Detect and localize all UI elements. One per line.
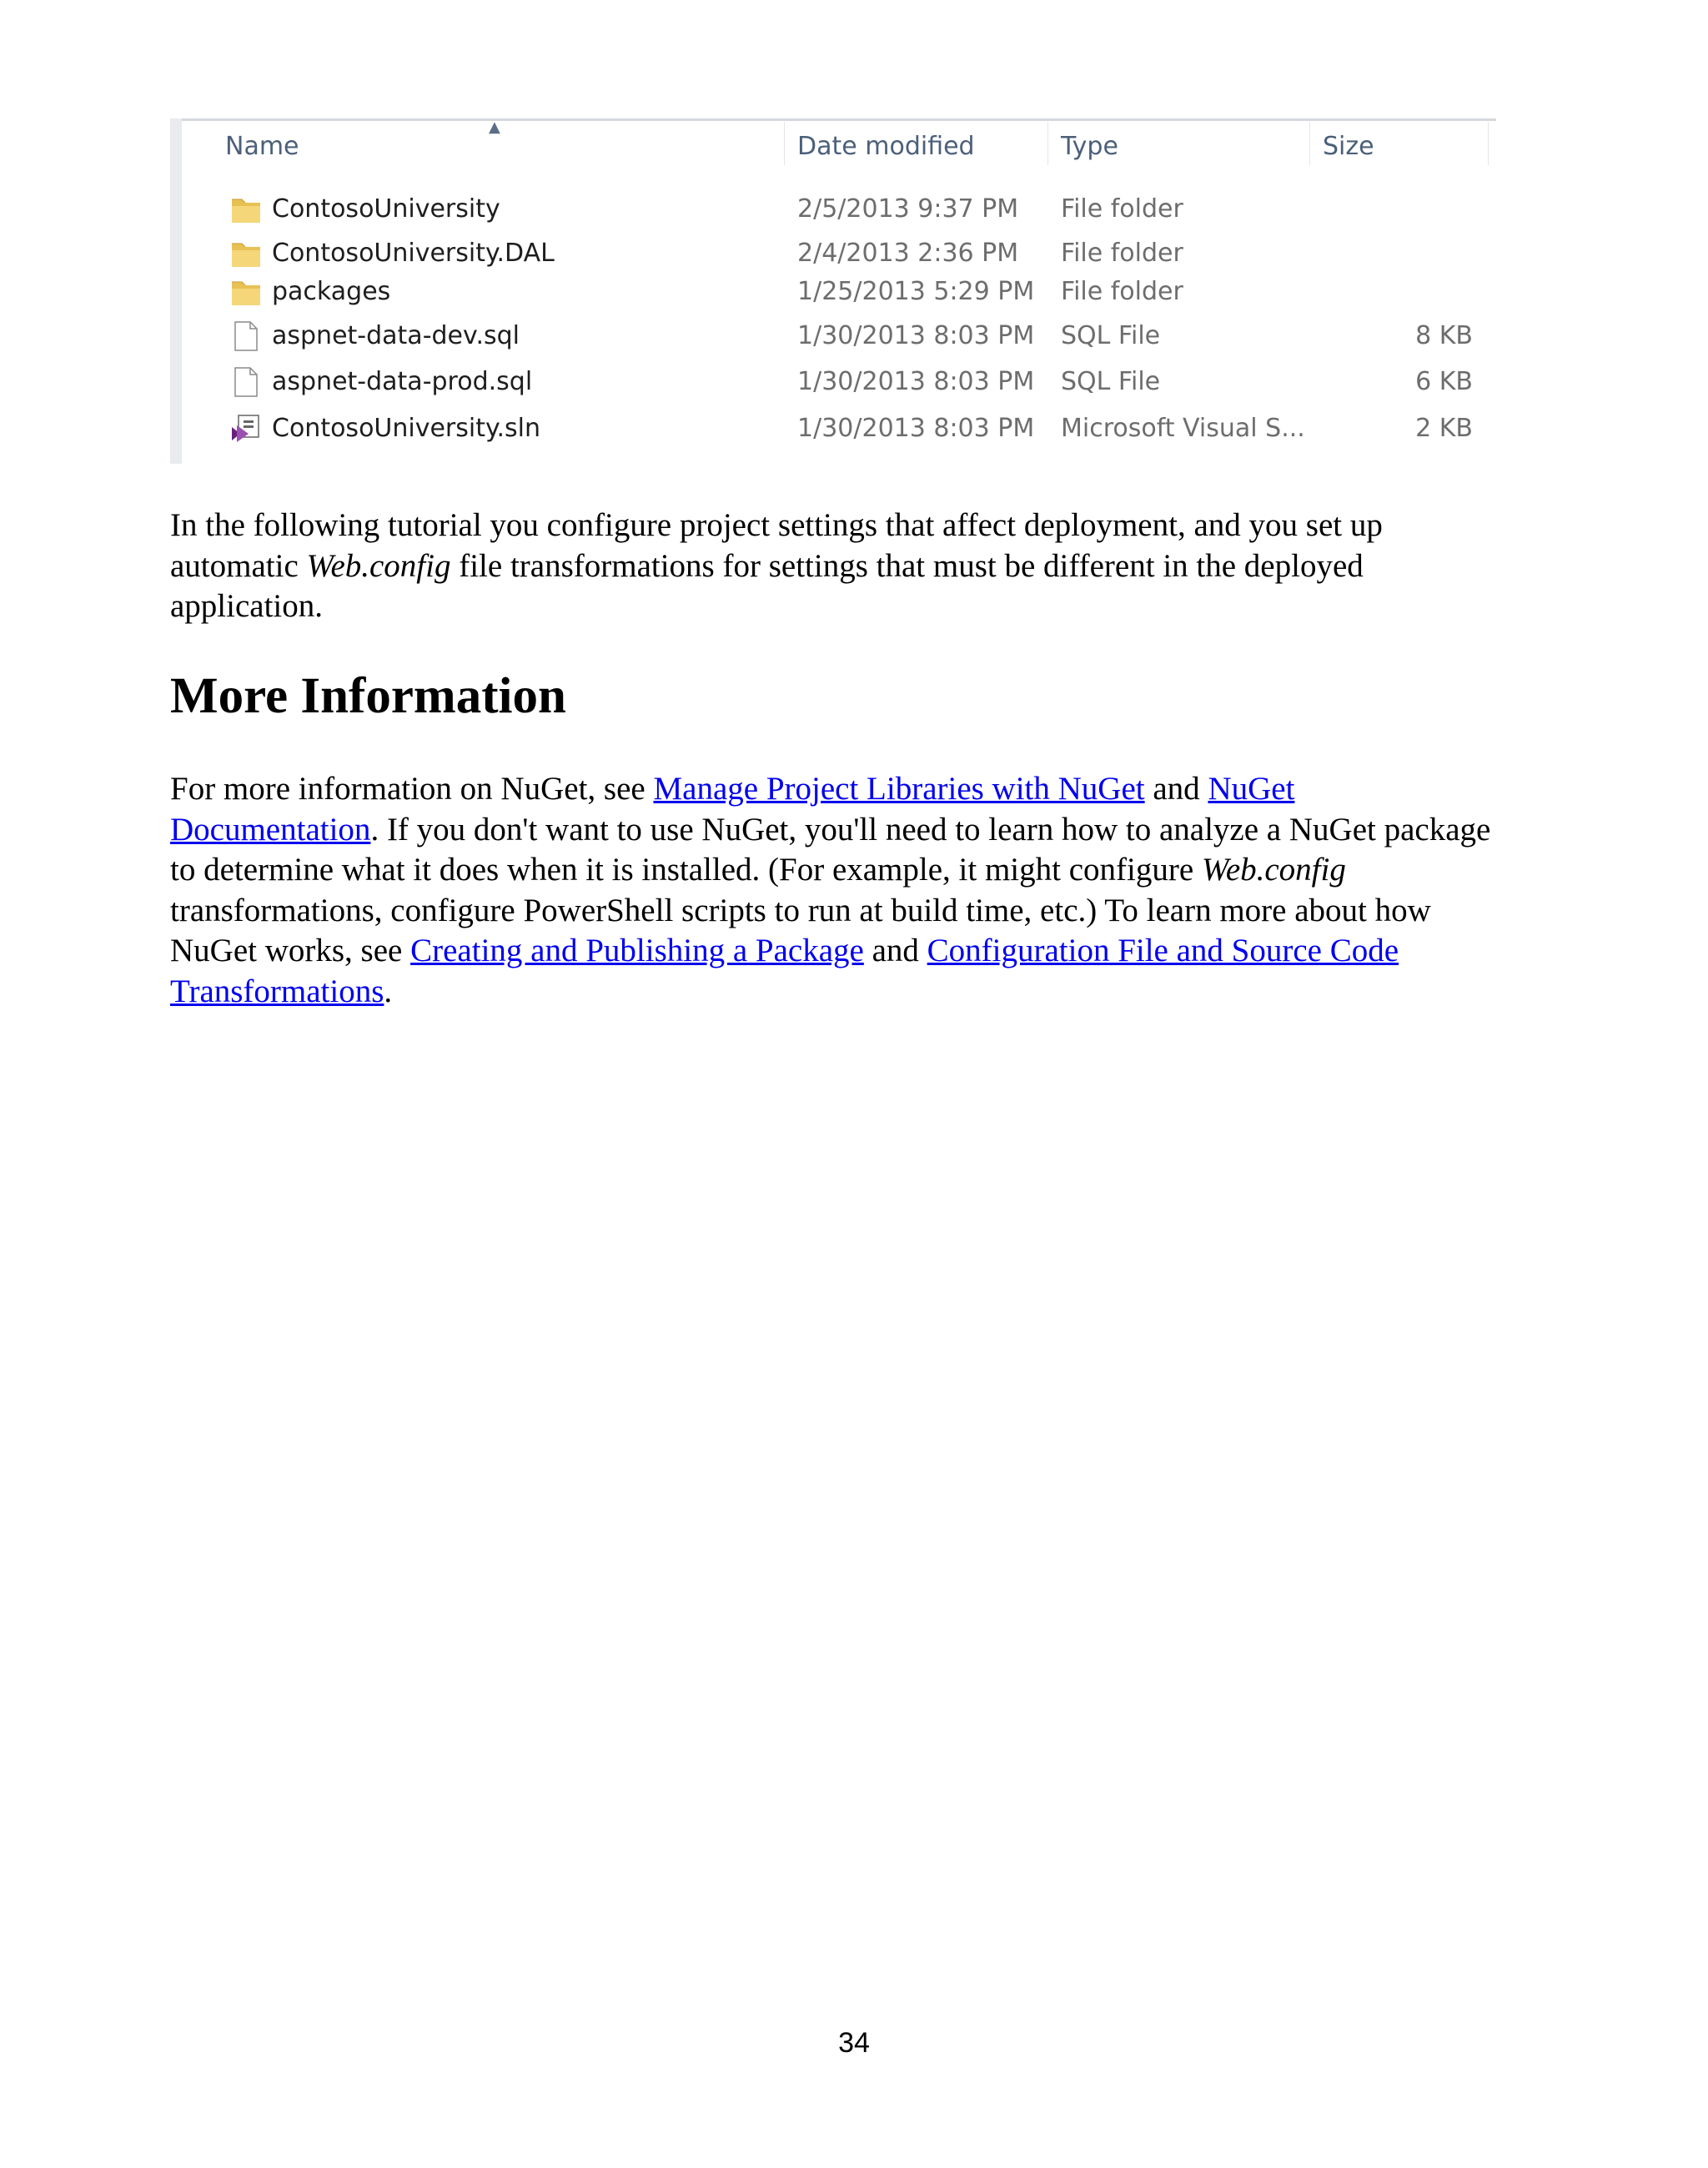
file-size: 8 KB	[1415, 321, 1473, 350]
link-nuget-documentation[interactable]: NuGet Documentation	[170, 771, 1295, 848]
page-number: 34	[838, 2027, 870, 2059]
column-divider[interactable]	[784, 122, 785, 165]
paragraph-tutorial-intro	[170, 506, 1505, 627]
text-run: and	[1144, 771, 1208, 807]
file-explorer-screenshot	[170, 118, 1496, 464]
file-icon	[230, 321, 262, 351]
italic-filename: Web.config	[306, 547, 451, 584]
file-name: ContosoUniversity.DAL	[272, 239, 555, 268]
paragraph-more-information	[170, 769, 1505, 1012]
column-divider[interactable]	[1488, 122, 1489, 165]
section-heading: More Information	[170, 668, 566, 724]
sort-ascending-icon: ▲	[489, 118, 500, 136]
file-date-modified: 1/30/2013 8:03 PM	[797, 321, 1035, 350]
column-divider[interactable]	[1047, 122, 1048, 165]
italic-filename: Web.config	[1201, 852, 1346, 888]
file-date-modified: 1/30/2013 8:03 PM	[797, 414, 1035, 443]
file-name: aspnet-data-prod.sql	[272, 367, 533, 396]
folder-icon	[230, 239, 262, 269]
file-date-modified: 2/4/2013 2:36 PM	[797, 239, 1019, 268]
column-header-name[interactable]: Name	[225, 132, 299, 161]
text-run: For more information on NuGet, see	[170, 771, 654, 807]
file-type: SQL File	[1061, 321, 1161, 350]
visual-studio-solution-icon	[230, 414, 262, 444]
file-type: File folder	[1061, 277, 1183, 306]
text-run: In the following tutorial you configure project settings that affect deployment, and you set up automatic	[170, 507, 1383, 584]
file-type: File folder	[1061, 194, 1183, 224]
file-type: File folder	[1061, 239, 1183, 268]
text-run: . If you don't want to use NuGet, you'll need to learn how to analyze a NuGet package to determine what it does when it is installed. (For example, it might configure	[170, 811, 1491, 888]
file-name: ContosoUniversity.sln	[272, 414, 540, 443]
file-row[interactable]	[170, 193, 1496, 226]
header-top-border	[170, 118, 1496, 121]
column-header-size[interactable]: Size	[1323, 132, 1374, 161]
link-configuration-transformations[interactable]: Configuration File and Source Code Transformations	[170, 933, 1399, 1009]
file-type: Microsoft Visual S...	[1061, 414, 1305, 443]
column-divider[interactable]	[1309, 122, 1310, 165]
column-header-type[interactable]: Type	[1061, 132, 1118, 161]
file-size: 2 KB	[1415, 414, 1473, 443]
file-name: aspnet-data-dev.sql	[272, 321, 520, 350]
text-run: and	[863, 933, 927, 968]
file-row[interactable]	[170, 365, 1496, 399]
file-date-modified: 1/30/2013 8:03 PM	[797, 367, 1035, 396]
file-date-modified: 1/25/2013 5:29 PM	[797, 277, 1035, 306]
file-name: ContosoUniversity	[272, 194, 500, 224]
text-run: transformations, configure PowerShell scripts to run at build time, etc.) To learn more about how NuGet works, see	[170, 892, 1431, 968]
folder-icon	[230, 277, 262, 307]
file-row[interactable]	[170, 275, 1496, 309]
file-name: packages	[272, 277, 391, 306]
folder-icon	[230, 194, 262, 224]
file-row[interactable]	[170, 412, 1496, 445]
link-creating-publishing-package[interactable]: Creating and Publishing a Package	[410, 933, 864, 968]
column-header-date-modified[interactable]: Date modified	[797, 132, 975, 161]
file-size: 6 KB	[1415, 367, 1473, 396]
file-icon	[230, 367, 262, 397]
file-row[interactable]	[170, 319, 1496, 353]
text-run: .	[384, 973, 393, 1009]
file-date-modified: 2/5/2013 9:37 PM	[797, 194, 1019, 224]
file-type: SQL File	[1061, 367, 1161, 396]
file-row[interactable]	[170, 237, 1496, 270]
text-run: file transformations for settings that must be different in the deployed application.	[170, 547, 1364, 624]
link-manage-project-libraries[interactable]: Manage Project Libraries with NuGet	[653, 771, 1145, 807]
